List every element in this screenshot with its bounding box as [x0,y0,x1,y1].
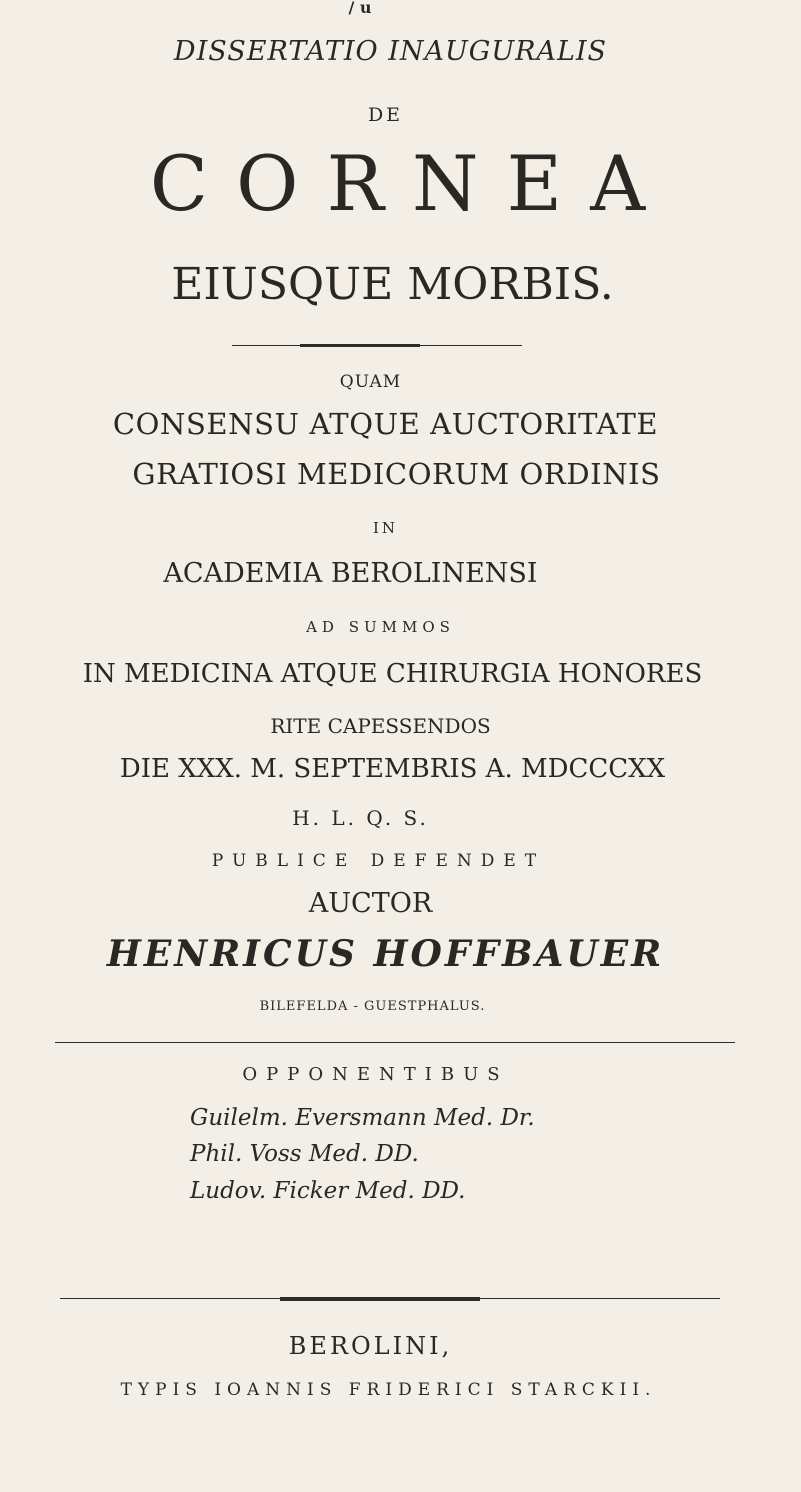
academia-line: ACADEMIA BEROLINENSI [163,558,538,589]
opponent-2: Phil. Voss Med. DD. [190,1141,419,1167]
author-origin: BILEFELDA - GUESTPHALUS. [259,999,486,1014]
divider-rule-lower-bold [280,1297,480,1301]
de-label: DE [367,104,404,126]
opponent-1: Guilelm. Eversmann Med. Dr. [190,1105,535,1131]
dissertation-heading: DISSERTATIO INAUGURALIS [173,36,608,67]
city-line: BEROLINI, [288,1332,453,1360]
rite-line: RITE CAPESSENDOS [270,714,491,738]
auctor-label: AUCTOR [308,888,433,919]
consensu-line: CONSENSU ATQUE AUCTORITATE [112,407,659,441]
date-line: DIE XXX. M. SEPTEMBRIS A. MDCCCXX [119,754,666,784]
gratiosi-line: GRATIOSI MEDICORUM ORDINIS [132,457,661,491]
opponent-3: Ludov. Ficker Med. DD. [190,1178,466,1204]
ad-summos-label: AD SUMMOS [306,618,455,636]
top-mark: / u [348,0,372,17]
subject-subtitle: EIUSQUE MORBIS. [171,259,614,310]
author-name: HENRICUS HOFFBAUER [106,933,665,975]
publice-line: PUBLICE DEFENDET [211,851,546,871]
in-label: IN [372,519,399,537]
printer-line: TYPIS IOANNIS FRIDERICI STARCKII. [120,1380,657,1400]
hlqs-line: H. L. Q. S. [292,806,429,830]
medicina-line: IN MEDICINA ATQUE CHIRURGIA HONORES [82,659,703,689]
divider-rule-middle [55,1042,735,1043]
quam-label: QUAM [339,372,402,392]
subject-title: C O R N E A [149,139,648,228]
ornamental-rule-top-bold [300,344,420,347]
opponents-heading: OPPONENTIBUS [242,1064,509,1085]
